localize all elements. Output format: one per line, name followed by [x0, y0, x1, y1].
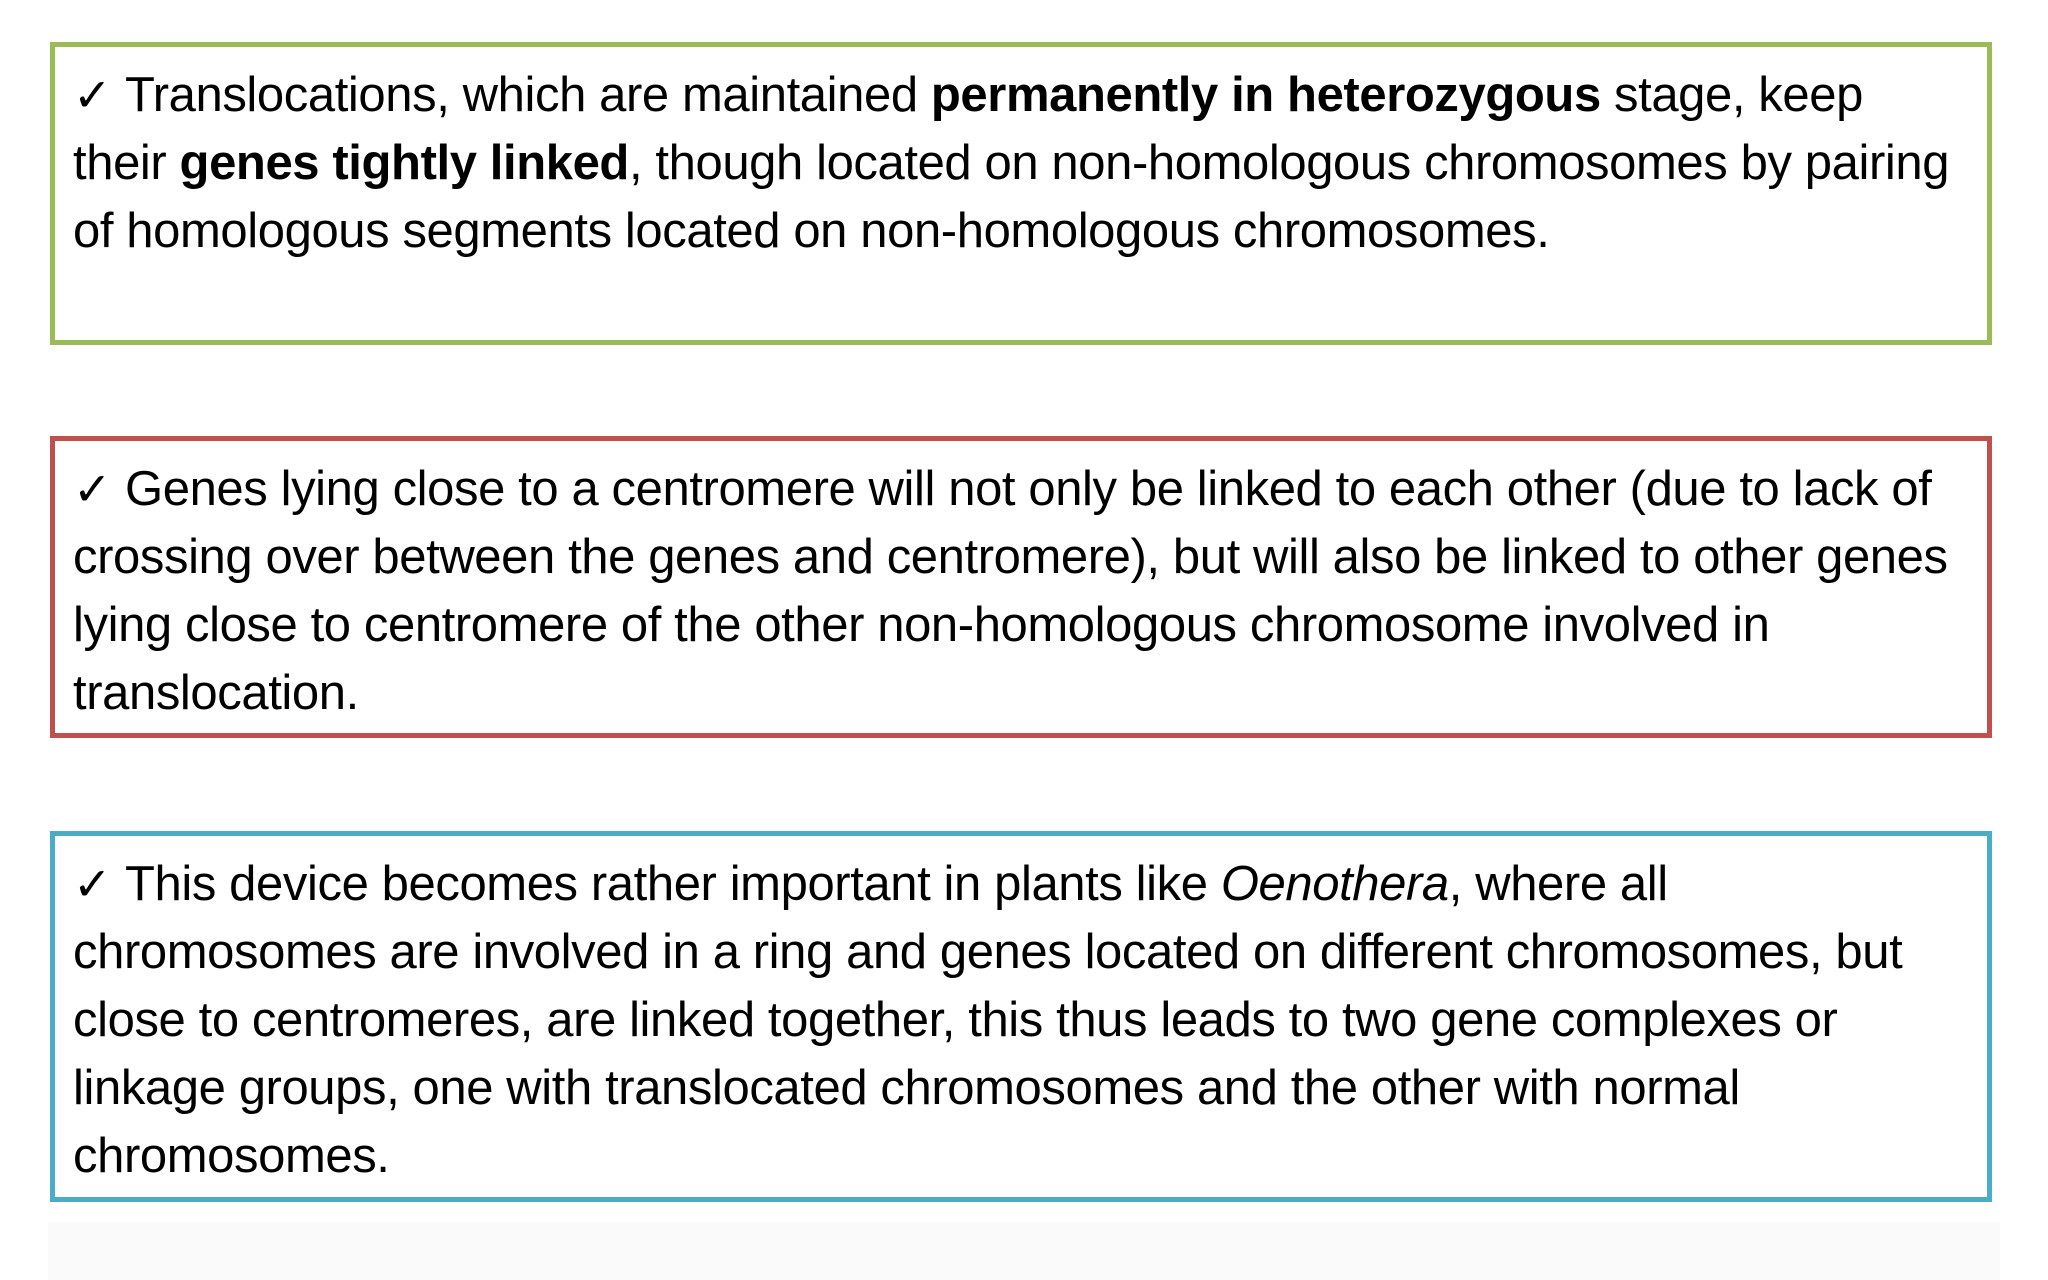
- point-3-seg-2: , where all chromosomes are involved in a ring and genes located on different chromosomes, but close to centromeres, are linked together, this thus leads to two gene complexes or linkage groups, one with translocated chromosomes and the other with normal chromosomes.: [73, 857, 1903, 1183]
- point-1-seg-2: stage, keep their: [73, 68, 1863, 190]
- point-box-1: [50, 42, 1992, 345]
- point-3-seg-0: This device becomes rather important in plants like: [125, 857, 1221, 911]
- point-box-2: [50, 436, 1992, 738]
- point-1-seg-0: Translocations, which are maintained: [125, 68, 931, 122]
- checkmark-icon: ✓: [73, 69, 112, 121]
- point-2-seg-0: Genes lying close to a centromere will not only be linked to each other (due to lack of crossing over between the genes and centromere), but will also be linked to other genes lying close to centromere of the other non-homologous chromosome involved in translocation.: [73, 462, 1948, 720]
- checkmark-icon: ✓: [73, 463, 112, 515]
- bottom-band: [48, 1222, 2000, 1280]
- checkmark-icon: ✓: [73, 858, 112, 910]
- point-1-seg-4: , though located on non-homologous chromosomes by pairing of homologous segments located on non-homologous chromosomes.: [73, 136, 1950, 258]
- point-1-seg-3: genes tightly linked: [179, 136, 629, 190]
- point-3-seg-1: Oenothera: [1220, 857, 1449, 911]
- point-1-seg-1: permanently in heterozygous: [930, 68, 1601, 122]
- point-box-3: [50, 831, 1992, 1202]
